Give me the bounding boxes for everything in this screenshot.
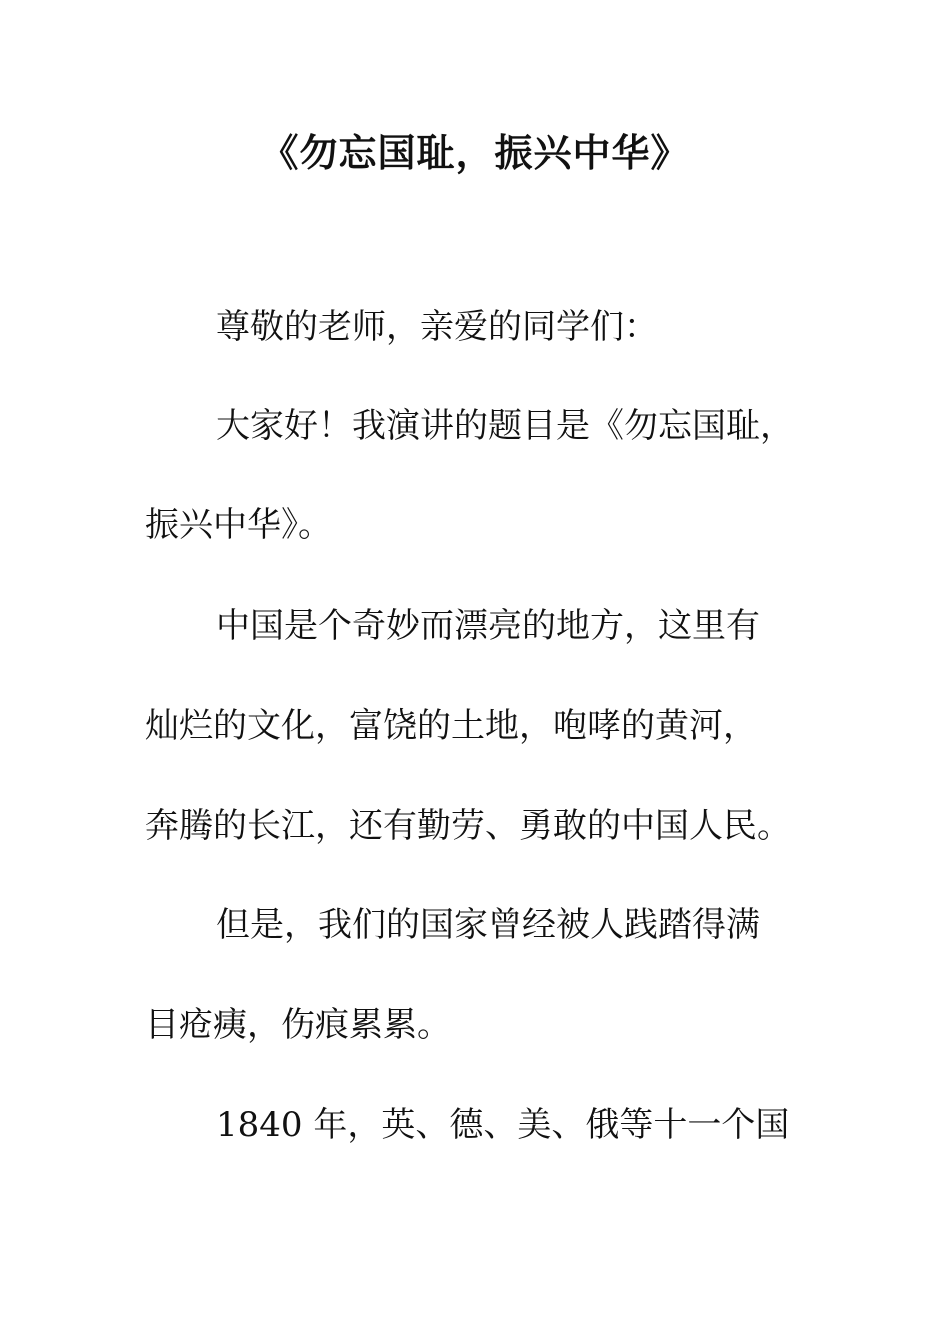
body-line-9: 1840 年，英、德、美、俄等十一个国	[216, 1105, 790, 1145]
body-line-1: 尊敬的老师，亲爱的同学们：	[216, 307, 658, 347]
body-line-8: 目疮痍，伤痕累累。	[145, 1005, 451, 1045]
body-line-2: 大家好！我演讲的题目是《勿忘国耻，	[216, 406, 794, 446]
body-line-7: 但是，我们的国家曾经被人践踏得满	[216, 905, 760, 945]
body-line-4: 中国是个奇妙而漂亮的地方，这里有	[216, 606, 760, 646]
body-line-6: 奔腾的长江，还有勤劳、勇敢的中国人民。	[145, 806, 791, 846]
document-title: 《勿忘国耻，振兴中华》	[260, 131, 690, 175]
body-line-5: 灿烂的文化，富饶的土地，咆哮的黄河，	[145, 706, 757, 746]
body-line-3: 振兴中华》。	[145, 505, 332, 545]
